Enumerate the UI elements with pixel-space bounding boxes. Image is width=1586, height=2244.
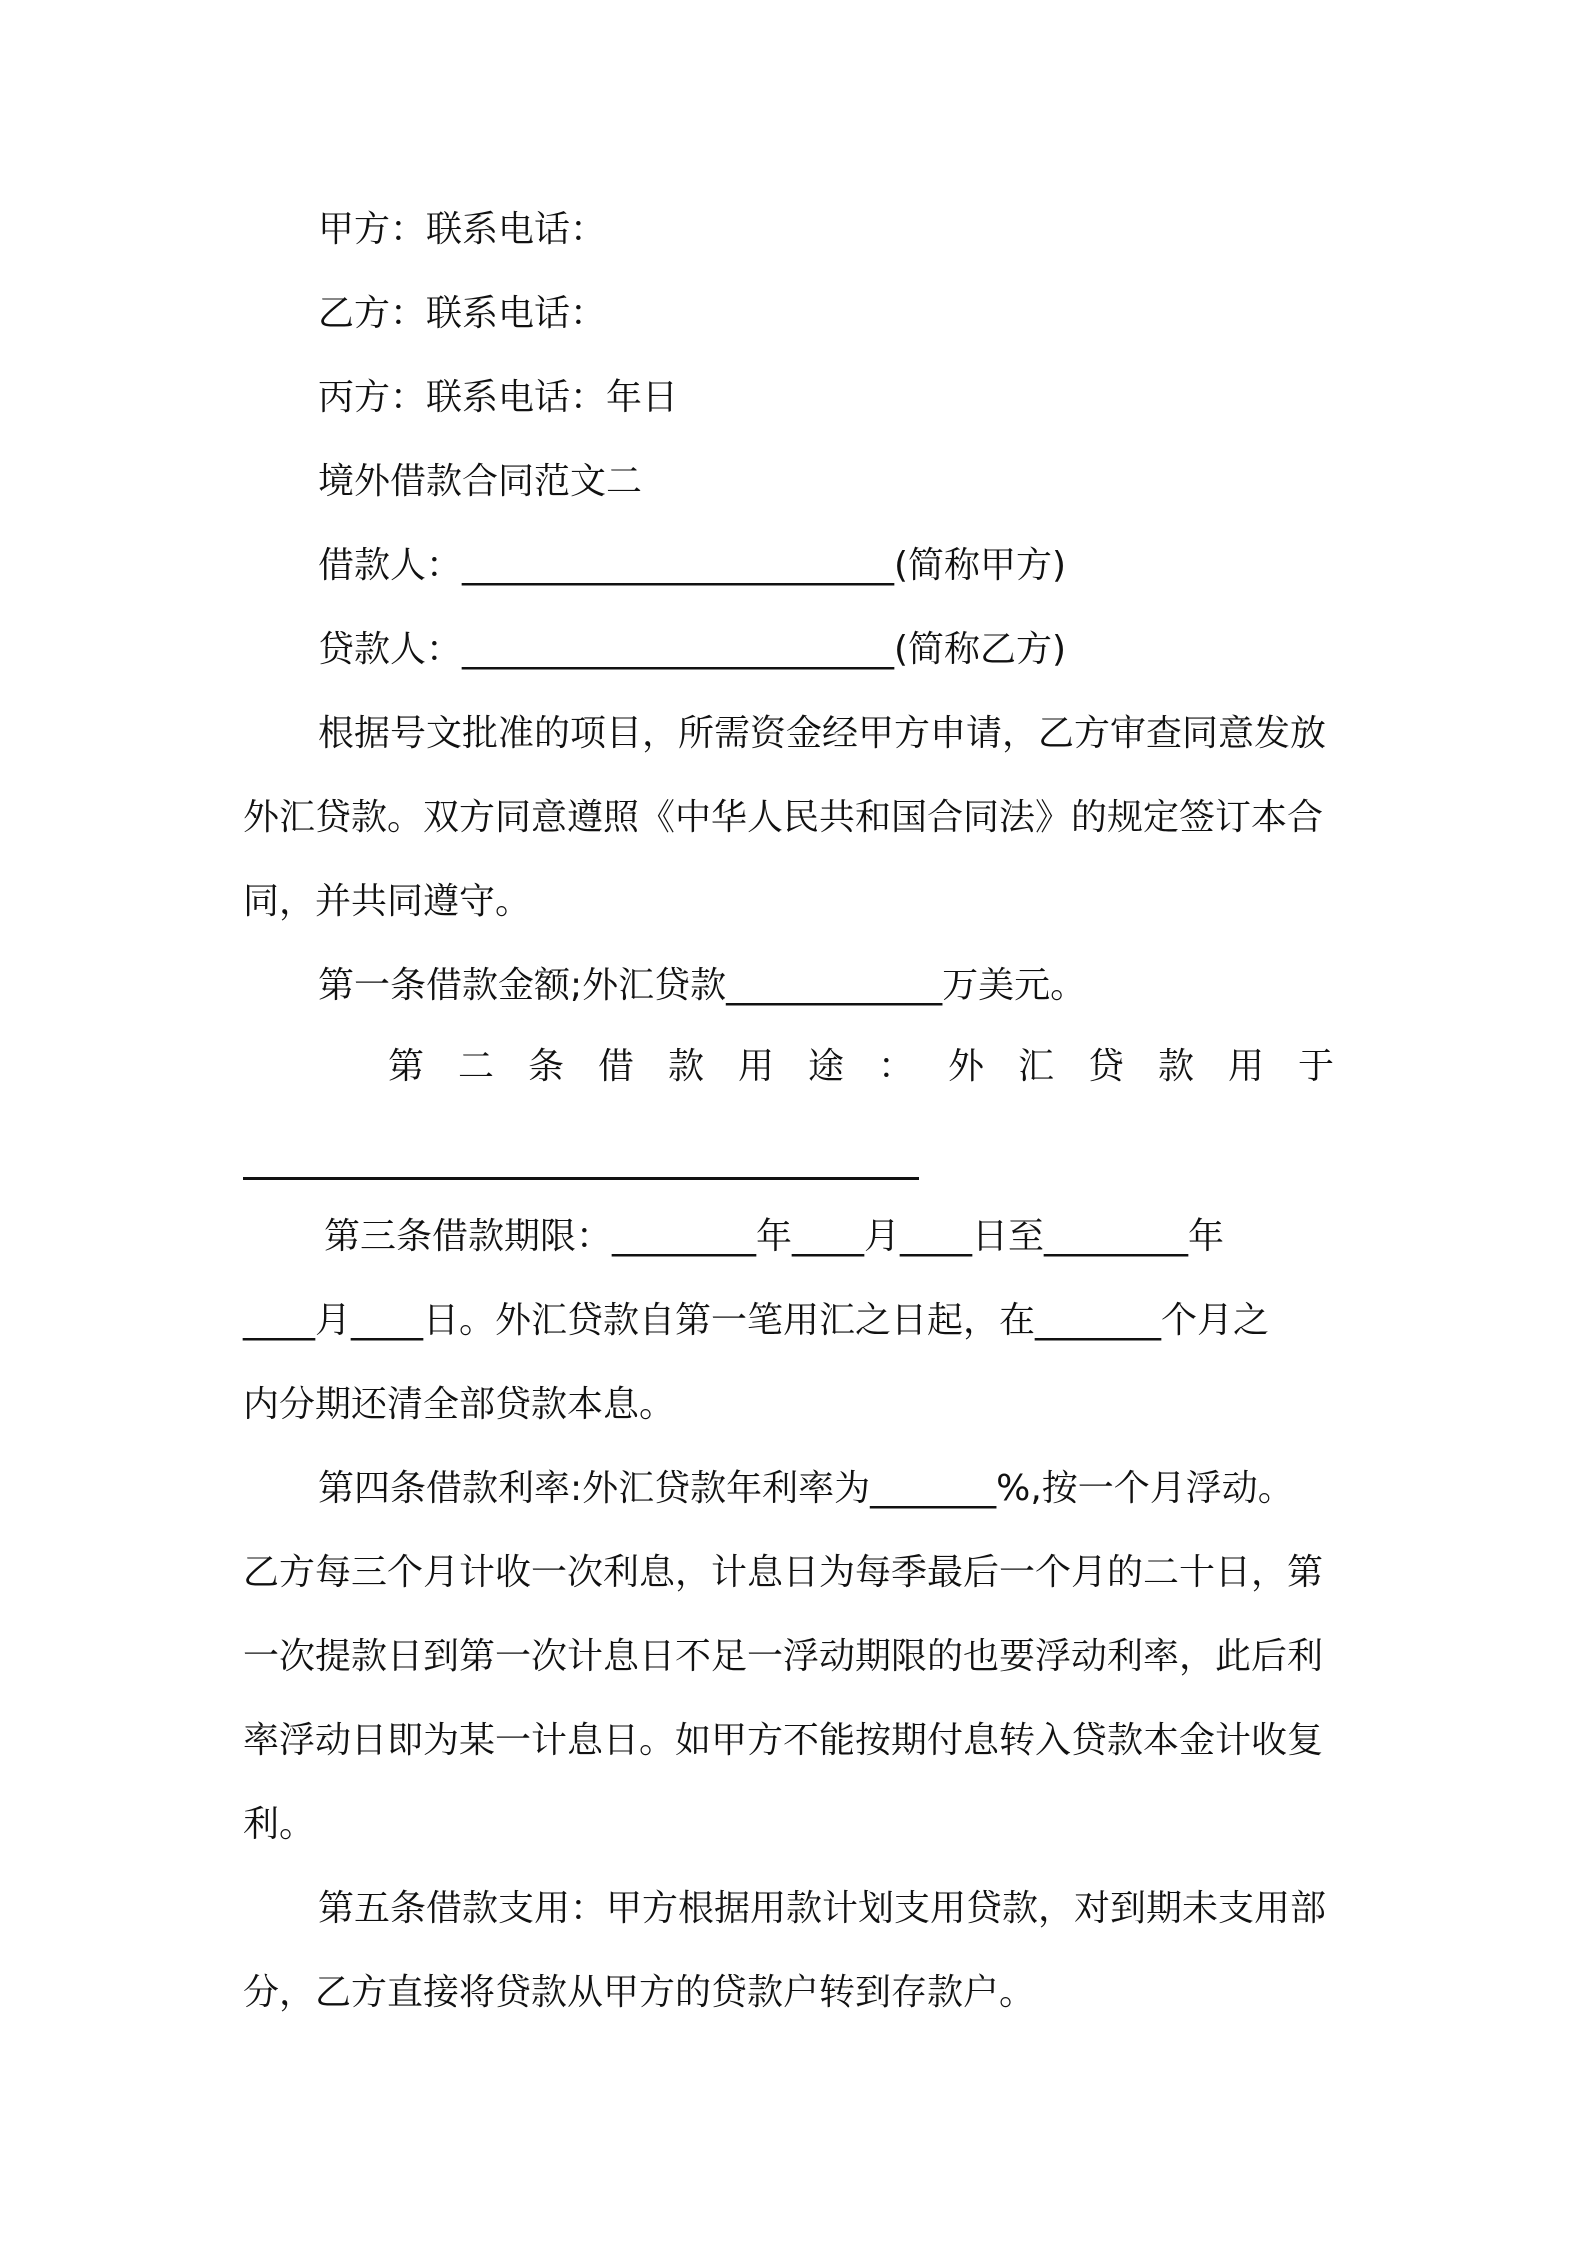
lender-line: 贷款人：________________________(简称乙方) (318, 629, 1067, 670)
article-5-line-2: 分，乙方直接将贷款从甲方的贷款户转到存款户。 (243, 1972, 1036, 2013)
article-3-line-1: 第三条借款期限：________年____月____日至________年 (324, 1216, 1225, 1257)
contract-title: 境外借款合同范文二 (318, 461, 643, 502)
article-3-line-2: ____月____日。外汇贷款自第一笔用汇之日起，在_______个月之 (243, 1300, 1270, 1341)
preamble-line-1: 根据号文批准的项目，所需资金经甲方申请，乙方审查同意发放 (318, 713, 1327, 754)
article-4-line-5: 利。 (243, 1804, 316, 1845)
article-4-line-2: 乙方每三个月计收一次利息，计息日为每季最后一个月的二十日，第 (243, 1552, 1324, 1593)
preamble-line-2: 外汇贷款。双方同意遵照《中华人民共和国合同法》的规定签订本合 (243, 797, 1324, 838)
article-4-line-3: 一次提款日到第一次计息日不足一浮动期限的也要浮动利率，此后利 (243, 1636, 1324, 1677)
article-2-blank-underline (243, 1177, 919, 1180)
article-2-line: 第二条借款用途：外汇贷款用于 (388, 1046, 1369, 1087)
party-c-line: 丙方：联系电话：年日 (318, 377, 679, 418)
preamble-line-3: 同，并共同遵守。 (243, 881, 532, 922)
article-5-line-1: 第五条借款支用：甲方根据用款计划支用贷款，对到期未支用部 (318, 1888, 1327, 1929)
party-b-line: 乙方：联系电话： (318, 293, 607, 334)
article-1-line: 第一条借款金额;外汇贷款____________万美元。 (318, 965, 1087, 1006)
borrower-line: 借款人：________________________(简称甲方) (318, 545, 1067, 586)
article-3-line-3: 内分期还清全部贷款本息。 (243, 1384, 676, 1425)
party-a-line: 甲方：联系电话： (318, 209, 607, 250)
article-4-line-4: 率浮动日即为某一计息日。如甲方不能按期付息转入贷款本金计收复 (243, 1720, 1324, 1761)
article-4-line-1: 第四条借款利率:外汇贷款年利率为_______%,按一个月浮动。 (318, 1468, 1294, 1509)
